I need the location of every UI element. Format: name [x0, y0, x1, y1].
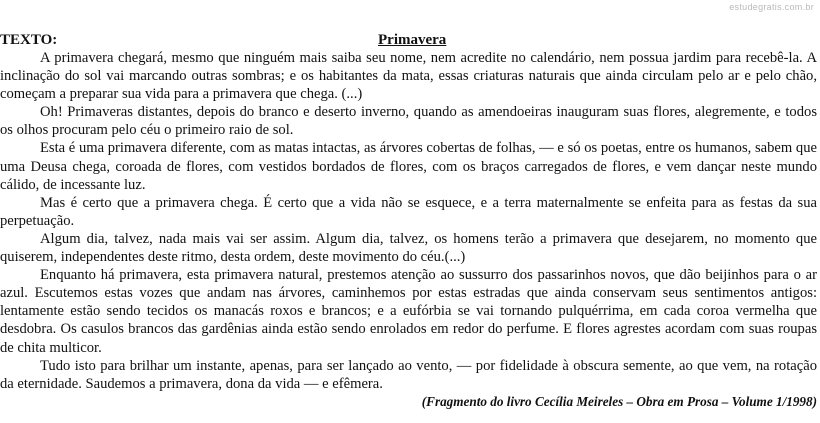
text-label: TEXTO:: [0, 32, 58, 48]
text-header: [0, 31, 817, 49]
paragraph-5: Algum dia, talvez, nada mais vai ser assim. Algum dia, talvez, os homens terão a primavera que desejarem, no momento que quiserem, independentes deste ritmo, desta ordem, deste movimento do céu.(...): [0, 230, 817, 266]
paragraph-3: Esta é uma primavera diferente, com as matas intactas, as árvores cobertas de folhas, — e só os poetas, entre os humanos, sabem que uma Deusa chega, coroada de flores, com vestidos bordados de flores, com os braços carregados de flores, e vem dançar neste mundo cálido, de incessante luz.: [0, 140, 817, 193]
paragraph-6: Enquanto há primavera, esta primavera natural, prestemos atenção ao sussurro dos passarinhos novos, que dão beijinhos para o ar azul. Escutemos estas vozes que andam nas árvores, caminhemos por estas estradas que ainda conservam seus sentimentos antigos: lentamente estão sendo tecidos os manacás roxos e brancos; e a eufórbia se vai tornando pulquérrima, em cada coroa vermelha que desdobra. Os casulos brancos das gardênias ainda estão sendo enrolados em redor do perfume. E flores agrestes acordam com suas roupas de chita multicor.: [0, 267, 817, 356]
text-body: [0, 49, 817, 393]
site-watermark: estudegratis.com.br: [729, 2, 814, 12]
text-document: [0, 31, 817, 411]
text-title: Primavera: [378, 32, 447, 48]
source-citation: (Fragmento do livro Cecília Meireles – Obra em Prosa – Volume 1/1998): [421, 393, 817, 409]
paragraph-2: Oh! Primaveras distantes, depois do branco e deserto inverno, quando as amendoeiras inauguram suas flores, alegremente, e todos os olhos procuram pelo céu o primeiro raio de sol.: [0, 104, 817, 139]
paragraph-1: A primavera chegará, mesmo que ninguém mais saiba seu nome, nem acredite no calendário, nem possua jardim para recebê-la. A inclinação do sol vai marcando outras sombras; e os habitantes da mata, essas criaturas naturais que ainda circulam pelo ar e pelo chão, começam a preparar sua vida para a primavera que chega. (...): [0, 50, 817, 103]
paragraph-4: Mas é certo que a primavera chega. É certo que a vida não se esquece, e a terra maternalmente se enfeita para as festas da sua perpetuação.: [0, 194, 817, 229]
paragraph-7: Tudo isto para brilhar um instante, apenas, para ser lançado ao vento, — por fidelidade à obscura semente, ao que vem, na rotação da eternidade. Saudemos a primavera, dona da vida — e efêmera.: [0, 357, 817, 392]
